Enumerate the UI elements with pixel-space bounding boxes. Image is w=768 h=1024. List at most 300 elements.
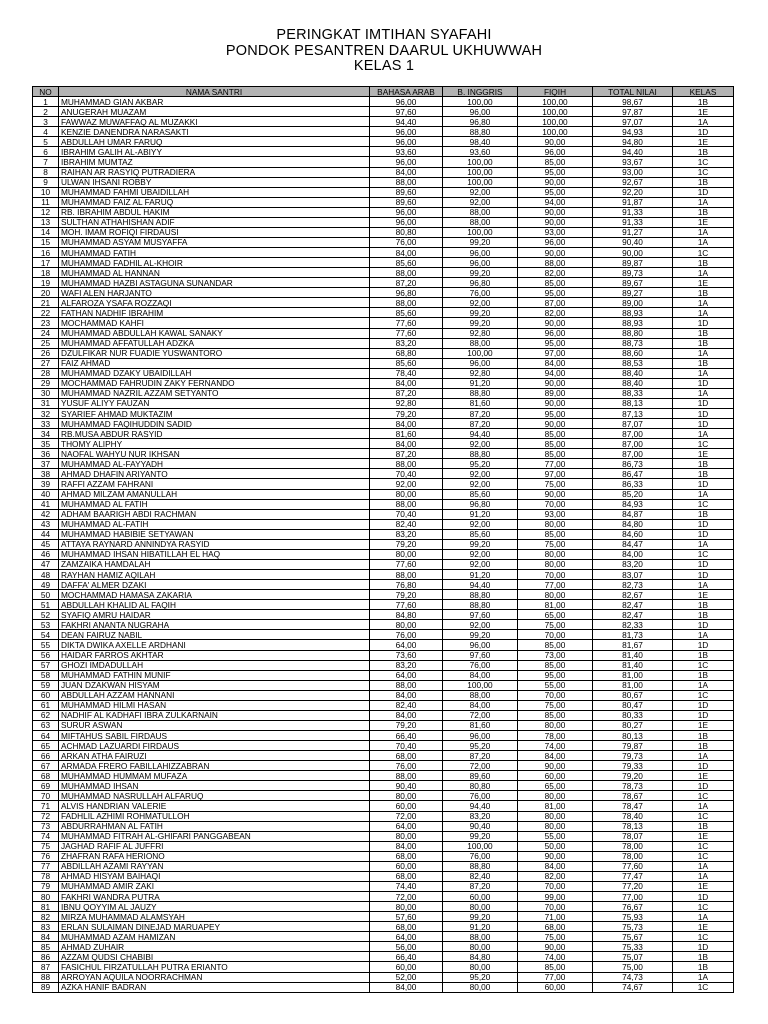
cell-nama-santri: MUHAMMAD HILMI HASAN: [59, 700, 370, 710]
cell-fiqih: 55,00: [518, 680, 593, 690]
cell-bahasa-arab: 80,80: [370, 227, 443, 237]
cell-kelas: 1D: [673, 419, 734, 429]
cell-kelas: 1D: [673, 700, 734, 710]
cell-fiqih: 70,00: [518, 570, 593, 580]
cell-kelas: 1B: [673, 338, 734, 348]
cell-b-inggris: 88,80: [443, 600, 518, 610]
cell-nama-santri: ABDILLAH AZAMI RAYYAN: [59, 861, 370, 871]
col-header-total-nilai: TOTAL NILAI: [593, 87, 673, 97]
cell-nama-santri: ABDURRAHMAN AL FATIH: [59, 821, 370, 831]
cell-kelas: 1A: [673, 268, 734, 278]
cell-nama-santri: IBRAHIM GALIH AL-ABIYY: [59, 147, 370, 157]
cell-bahasa-arab: 80,00: [370, 902, 443, 912]
cell-kelas: 1D: [673, 127, 734, 137]
cell-no: 10: [33, 187, 59, 197]
cell-total-nilai: 91,33: [593, 207, 673, 217]
cell-total-nilai: 94,80: [593, 137, 673, 147]
cell-bahasa-arab: 76,00: [370, 630, 443, 640]
cell-fiqih: 97,00: [518, 469, 593, 479]
cell-kelas: 1C: [673, 932, 734, 942]
cell-bahasa-arab: 66,40: [370, 731, 443, 741]
cell-fiqih: 100,00: [518, 97, 593, 107]
cell-total-nilai: 88,93: [593, 308, 673, 318]
cell-kelas: 1A: [673, 237, 734, 247]
cell-nama-santri: ERLAN SULAIMAN DINEJAD MARUAPEY: [59, 922, 370, 932]
cell-fiqih: 85,00: [518, 640, 593, 650]
cell-no: 6: [33, 147, 59, 157]
table-row: [33, 851, 734, 861]
table-row: [33, 922, 734, 932]
table-row: [33, 570, 734, 580]
table-row: [33, 288, 734, 298]
cell-fiqih: 95,00: [518, 670, 593, 680]
cell-b-inggris: 92,00: [443, 298, 518, 308]
cell-total-nilai: 87,07: [593, 419, 673, 429]
cell-fiqih: 73,00: [518, 650, 593, 660]
cell-fiqih: 70,00: [518, 630, 593, 640]
cell-bahasa-arab: 66,40: [370, 952, 443, 962]
cell-kelas: 1B: [673, 97, 734, 107]
cell-kelas: 1D: [673, 187, 734, 197]
table-row: [33, 187, 734, 197]
cell-total-nilai: 85,20: [593, 489, 673, 499]
cell-nama-santri: MUHAMMAD HABIBIE SETYAWAN: [59, 529, 370, 539]
cell-kelas: 1E: [673, 137, 734, 147]
cell-bahasa-arab: 92,00: [370, 479, 443, 489]
cell-total-nilai: 77,20: [593, 881, 673, 891]
cell-nama-santri: MUHAMMAD DZAKY UBAIDILLAH: [59, 368, 370, 378]
cell-bahasa-arab: 96,00: [370, 207, 443, 217]
cell-nama-santri: MOCHAMMAD KAHFI: [59, 318, 370, 328]
cell-b-inggris: 88,00: [443, 690, 518, 700]
cell-total-nilai: 75,00: [593, 962, 673, 972]
cell-fiqih: 55,00: [518, 831, 593, 841]
cell-total-nilai: 92,20: [593, 187, 673, 197]
table-row: [33, 419, 734, 429]
col-header-b-inggris: B. INGGRIS: [443, 87, 518, 97]
cell-total-nilai: 81,40: [593, 650, 673, 660]
cell-kelas: 1D: [673, 570, 734, 580]
table-row: [33, 600, 734, 610]
cell-no: 34: [33, 429, 59, 439]
cell-nama-santri: JAGHAD RAFIF AL JUFFRI: [59, 841, 370, 851]
cell-nama-santri: FAKHRI WANDRA PUTRA: [59, 892, 370, 902]
cell-kelas: 1C: [673, 841, 734, 851]
cell-no: 12: [33, 207, 59, 217]
table-row: [33, 952, 734, 962]
cell-bahasa-arab: 84,00: [370, 248, 443, 258]
cell-kelas: 1C: [673, 902, 734, 912]
cell-total-nilai: 79,20: [593, 771, 673, 781]
cell-total-nilai: 98,67: [593, 97, 673, 107]
cell-no: 85: [33, 942, 59, 952]
cell-no: 53: [33, 620, 59, 630]
table-row: [33, 278, 734, 288]
cell-bahasa-arab: 84,80: [370, 610, 443, 620]
cell-no: 62: [33, 710, 59, 720]
cell-nama-santri: IBRAHIM MUMTAZ: [59, 157, 370, 167]
cell-total-nilai: 94,40: [593, 147, 673, 157]
cell-fiqih: 93,00: [518, 509, 593, 519]
table-row: [33, 157, 734, 167]
cell-no: 68: [33, 771, 59, 781]
table-row: [33, 258, 734, 268]
cell-total-nilai: 81,40: [593, 660, 673, 670]
cell-total-nilai: 78,13: [593, 821, 673, 831]
cell-b-inggris: 99,20: [443, 630, 518, 640]
cell-b-inggris: 93,60: [443, 147, 518, 157]
cell-nama-santri: MUHAMMAD IHSAN HIBATILLAH EL HAQ: [59, 549, 370, 559]
cell-total-nilai: 78,47: [593, 801, 673, 811]
cell-fiqih: 90,00: [518, 248, 593, 258]
cell-total-nilai: 80,27: [593, 720, 673, 730]
cell-b-inggris: 81,60: [443, 398, 518, 408]
cell-b-inggris: 99,20: [443, 912, 518, 922]
cell-bahasa-arab: 85,60: [370, 258, 443, 268]
cell-nama-santri: ALFAROZA YSAFA ROZZAQI: [59, 298, 370, 308]
cell-no: 58: [33, 670, 59, 680]
table-row: [33, 932, 734, 942]
cell-fiqih: 65,00: [518, 610, 593, 620]
cell-no: 4: [33, 127, 59, 137]
cell-kelas: 1C: [673, 690, 734, 700]
cell-bahasa-arab: 84,00: [370, 710, 443, 720]
table-row: [33, 751, 734, 761]
cell-total-nilai: 94,93: [593, 127, 673, 137]
cell-kelas: 1E: [673, 449, 734, 459]
cell-nama-santri: MOCHAMMAD FAHRUDIN ZAKY FERNANDO: [59, 378, 370, 388]
cell-kelas: 1B: [673, 600, 734, 610]
cell-no: 65: [33, 741, 59, 751]
cell-b-inggris: 96,80: [443, 499, 518, 509]
cell-b-inggris: 92,80: [443, 328, 518, 338]
cell-bahasa-arab: 68,80: [370, 348, 443, 358]
cell-nama-santri: FASICHUL FIRZATULLAH PUTRA ERIANTO: [59, 962, 370, 972]
cell-bahasa-arab: 88,00: [370, 680, 443, 690]
cell-no: 74: [33, 831, 59, 841]
cell-b-inggris: 92,00: [443, 187, 518, 197]
cell-total-nilai: 89,00: [593, 298, 673, 308]
cell-kelas: 1A: [673, 368, 734, 378]
cell-bahasa-arab: 68,00: [370, 871, 443, 881]
cell-fiqih: 90,00: [518, 851, 593, 861]
cell-no: 42: [33, 509, 59, 519]
cell-b-inggris: 89,60: [443, 771, 518, 781]
table-row: [33, 398, 734, 408]
cell-b-inggris: 100,00: [443, 227, 518, 237]
cell-bahasa-arab: 76,80: [370, 580, 443, 590]
cell-total-nilai: 88,60: [593, 348, 673, 358]
cell-kelas: 1D: [673, 559, 734, 569]
cell-fiqih: 80,00: [518, 720, 593, 730]
cell-no: 52: [33, 610, 59, 620]
cell-nama-santri: AZZAM QUDSI CHABIBI: [59, 952, 370, 962]
table-row: [33, 207, 734, 217]
cell-total-nilai: 80,13: [593, 731, 673, 741]
cell-b-inggris: 100,00: [443, 348, 518, 358]
cell-kelas: 1D: [673, 942, 734, 952]
cell-kelas: 1E: [673, 720, 734, 730]
cell-total-nilai: 75,07: [593, 952, 673, 962]
cell-fiqih: 94,00: [518, 368, 593, 378]
cell-total-nilai: 97,07: [593, 117, 673, 127]
cell-total-nilai: 77,47: [593, 871, 673, 881]
cell-nama-santri: ZHAFRAN RAFA HERIONO: [59, 851, 370, 861]
cell-total-nilai: 97,87: [593, 107, 673, 117]
cell-no: 50: [33, 590, 59, 600]
cell-fiqih: 68,00: [518, 922, 593, 932]
table-row: [33, 97, 734, 107]
cell-bahasa-arab: 83,20: [370, 338, 443, 348]
cell-fiqih: 77,00: [518, 972, 593, 982]
cell-kelas: 1B: [673, 962, 734, 972]
cell-nama-santri: HAIDAR FARROS AKHTAR: [59, 650, 370, 660]
cell-total-nilai: 83,20: [593, 559, 673, 569]
cell-bahasa-arab: 85,60: [370, 358, 443, 368]
cell-nama-santri: AHMAD HISYAM BAIHAQI: [59, 871, 370, 881]
cell-nama-santri: ALVIS HANDRIAN VALERIE: [59, 801, 370, 811]
cell-b-inggris: 83,20: [443, 811, 518, 821]
cell-b-inggris: 100,00: [443, 157, 518, 167]
cell-bahasa-arab: 68,00: [370, 751, 443, 761]
cell-no: 14: [33, 227, 59, 237]
cell-kelas: 1C: [673, 167, 734, 177]
cell-nama-santri: MUHAMMAD NAZRIL AZZAM SETYANTO: [59, 388, 370, 398]
cell-bahasa-arab: 87,20: [370, 278, 443, 288]
cell-bahasa-arab: 79,20: [370, 720, 443, 730]
cell-no: 26: [33, 348, 59, 358]
cell-bahasa-arab: 60,00: [370, 801, 443, 811]
cell-no: 3: [33, 117, 59, 127]
table-row: [33, 167, 734, 177]
cell-total-nilai: 78,73: [593, 781, 673, 791]
cell-nama-santri: FAKHRI ANANTA NUGRAHA: [59, 620, 370, 630]
cell-bahasa-arab: 87,20: [370, 449, 443, 459]
table-row: [33, 479, 734, 489]
cell-b-inggris: 91,20: [443, 570, 518, 580]
cell-fiqih: 82,00: [518, 871, 593, 881]
cell-b-inggris: 100,00: [443, 841, 518, 851]
cell-no: 7: [33, 157, 59, 167]
cell-fiqih: 75,00: [518, 700, 593, 710]
table-row: [33, 771, 734, 781]
table-row: [33, 509, 734, 519]
cell-fiqih: 100,00: [518, 117, 593, 127]
cell-fiqih: 94,00: [518, 197, 593, 207]
cell-b-inggris: 81,60: [443, 720, 518, 730]
cell-bahasa-arab: 60,00: [370, 962, 443, 972]
table-row: [33, 117, 734, 127]
cell-fiqih: 90,00: [518, 217, 593, 227]
table-row: [33, 217, 734, 227]
cell-kelas: 1C: [673, 811, 734, 821]
cell-bahasa-arab: 74,40: [370, 881, 443, 891]
cell-fiqih: 84,00: [518, 861, 593, 871]
cell-no: 73: [33, 821, 59, 831]
cell-fiqih: 80,00: [518, 811, 593, 821]
cell-kelas: 1B: [673, 650, 734, 660]
cell-total-nilai: 77,60: [593, 861, 673, 871]
cell-bahasa-arab: 64,00: [370, 640, 443, 650]
cell-b-inggris: 96,00: [443, 107, 518, 117]
cell-kelas: 1D: [673, 710, 734, 720]
cell-no: 46: [33, 549, 59, 559]
cell-kelas: 1A: [673, 197, 734, 207]
cell-total-nilai: 78,07: [593, 831, 673, 841]
table-row: [33, 248, 734, 258]
cell-b-inggris: 96,00: [443, 248, 518, 258]
cell-fiqih: 95,00: [518, 409, 593, 419]
table-row: [33, 690, 734, 700]
cell-fiqih: 90,00: [518, 489, 593, 499]
cell-fiqih: 70,00: [518, 690, 593, 700]
cell-total-nilai: 90,40: [593, 237, 673, 247]
cell-total-nilai: 84,60: [593, 529, 673, 539]
cell-kelas: 1E: [673, 278, 734, 288]
cell-bahasa-arab: 89,60: [370, 197, 443, 207]
cell-bahasa-arab: 88,00: [370, 499, 443, 509]
cell-b-inggris: 92,00: [443, 469, 518, 479]
cell-fiqih: 85,00: [518, 660, 593, 670]
cell-fiqih: 84,00: [518, 751, 593, 761]
cell-total-nilai: 74,67: [593, 982, 673, 992]
cell-nama-santri: MOCHAMMAD HAMASA ZAKARIA: [59, 590, 370, 600]
cell-total-nilai: 88,13: [593, 398, 673, 408]
cell-total-nilai: 75,73: [593, 922, 673, 932]
cell-kelas: 1A: [673, 630, 734, 640]
cell-total-nilai: 91,33: [593, 217, 673, 227]
cell-b-inggris: 92,00: [443, 620, 518, 630]
cell-kelas: 1D: [673, 378, 734, 388]
cell-fiqih: 71,00: [518, 912, 593, 922]
cell-nama-santri: MUHAMMAD AZAM HAMIZAN: [59, 932, 370, 942]
cell-b-inggris: 95,20: [443, 972, 518, 982]
cell-nama-santri: MUHAMMAD IHSAN: [59, 781, 370, 791]
table-row: [33, 127, 734, 137]
cell-no: 75: [33, 841, 59, 851]
table-row: [33, 539, 734, 549]
cell-b-inggris: 92,80: [443, 368, 518, 378]
cell-nama-santri: DEAN FAIRUZ NABIL: [59, 630, 370, 640]
cell-fiqih: 80,00: [518, 791, 593, 801]
cell-fiqih: 90,00: [518, 419, 593, 429]
cell-bahasa-arab: 79,20: [370, 409, 443, 419]
cell-b-inggris: 92,00: [443, 559, 518, 569]
cell-nama-santri: ADHAM BAARIGH ABDI RACHMAN: [59, 509, 370, 519]
cell-kelas: 1B: [673, 459, 734, 469]
cell-b-inggris: 80,00: [443, 982, 518, 992]
table-row: [33, 107, 734, 117]
table-header-row: [33, 87, 734, 97]
cell-bahasa-arab: 79,20: [370, 539, 443, 549]
table-row: [33, 831, 734, 841]
cell-fiqih: 90,00: [518, 378, 593, 388]
cell-fiqih: 87,00: [518, 298, 593, 308]
cell-bahasa-arab: 68,00: [370, 922, 443, 932]
cell-total-nilai: 81,00: [593, 670, 673, 680]
table-row: [33, 620, 734, 630]
table-row: [33, 962, 734, 972]
ranking-table: [32, 86, 734, 993]
cell-fiqih: 70,00: [518, 499, 593, 509]
cell-kelas: 1D: [673, 409, 734, 419]
table-row: [33, 429, 734, 439]
cell-b-inggris: 88,00: [443, 932, 518, 942]
cell-bahasa-arab: 89,60: [370, 187, 443, 197]
table-row: [33, 137, 734, 147]
cell-b-inggris: 92,00: [443, 479, 518, 489]
cell-b-inggris: 88,80: [443, 861, 518, 871]
cell-kelas: 1C: [673, 248, 734, 258]
cell-bahasa-arab: 96,00: [370, 157, 443, 167]
cell-fiqih: 95,00: [518, 288, 593, 298]
cell-total-nilai: 75,33: [593, 942, 673, 952]
cell-no: 11: [33, 197, 59, 207]
cell-total-nilai: 87,13: [593, 409, 673, 419]
cell-no: 30: [33, 388, 59, 398]
cell-b-inggris: 96,00: [443, 258, 518, 268]
cell-nama-santri: THOMY ALIPHY: [59, 439, 370, 449]
cell-fiqih: 70,00: [518, 902, 593, 912]
cell-no: 63: [33, 720, 59, 730]
cell-fiqih: 97,00: [518, 348, 593, 358]
cell-fiqih: 75,00: [518, 620, 593, 630]
cell-no: 40: [33, 489, 59, 499]
cell-nama-santri: MIFTAHUS SABIL FIRDAUS: [59, 731, 370, 741]
cell-no: 67: [33, 761, 59, 771]
cell-kelas: 1E: [673, 831, 734, 841]
cell-bahasa-arab: 92,80: [370, 398, 443, 408]
cell-nama-santri: SYARIEF AHMAD MUKTAZIM: [59, 409, 370, 419]
cell-b-inggris: 88,00: [443, 217, 518, 227]
col-header-fiqih: FIQIH: [518, 87, 593, 97]
cell-fiqih: 74,00: [518, 952, 593, 962]
cell-nama-santri: ARKAN ATHA FAIRUZI: [59, 751, 370, 761]
table-row: [33, 328, 734, 338]
cell-b-inggris: 94,40: [443, 429, 518, 439]
cell-no: 21: [33, 298, 59, 308]
table-row: [33, 982, 734, 992]
cell-fiqih: 82,00: [518, 308, 593, 318]
cell-bahasa-arab: 70,40: [370, 509, 443, 519]
cell-nama-santri: AHMAD ZUHAIR: [59, 942, 370, 952]
cell-fiqih: 75,00: [518, 932, 593, 942]
cell-bahasa-arab: 94,40: [370, 117, 443, 127]
cell-no: 81: [33, 902, 59, 912]
cell-nama-santri: ABDULLAH AZZAM HANNANI: [59, 690, 370, 700]
cell-b-inggris: 100,00: [443, 177, 518, 187]
cell-kelas: 1A: [673, 680, 734, 690]
cell-no: 27: [33, 358, 59, 368]
cell-nama-santri: MUHAMMAD GIAN AKBAR: [59, 97, 370, 107]
cell-nama-santri: MIRZA MUHAMMAD ALAMSYAH: [59, 912, 370, 922]
table-row: [33, 388, 734, 398]
table-row: [33, 459, 734, 469]
cell-total-nilai: 87,00: [593, 449, 673, 459]
cell-bahasa-arab: 84,00: [370, 419, 443, 429]
cell-fiqih: 93,00: [518, 227, 593, 237]
cell-nama-santri: RAIHAN AR RASYIQ PUTRADIERA: [59, 167, 370, 177]
cell-b-inggris: 80,80: [443, 781, 518, 791]
cell-fiqih: 75,00: [518, 539, 593, 549]
cell-kelas: 1D: [673, 892, 734, 902]
cell-nama-santri: MUHAMMAD HUMMAM MUFAZA: [59, 771, 370, 781]
cell-no: 35: [33, 439, 59, 449]
cell-no: 83: [33, 922, 59, 932]
cell-kelas: 1B: [673, 821, 734, 831]
cell-bahasa-arab: 52,00: [370, 972, 443, 982]
cell-no: 60: [33, 690, 59, 700]
